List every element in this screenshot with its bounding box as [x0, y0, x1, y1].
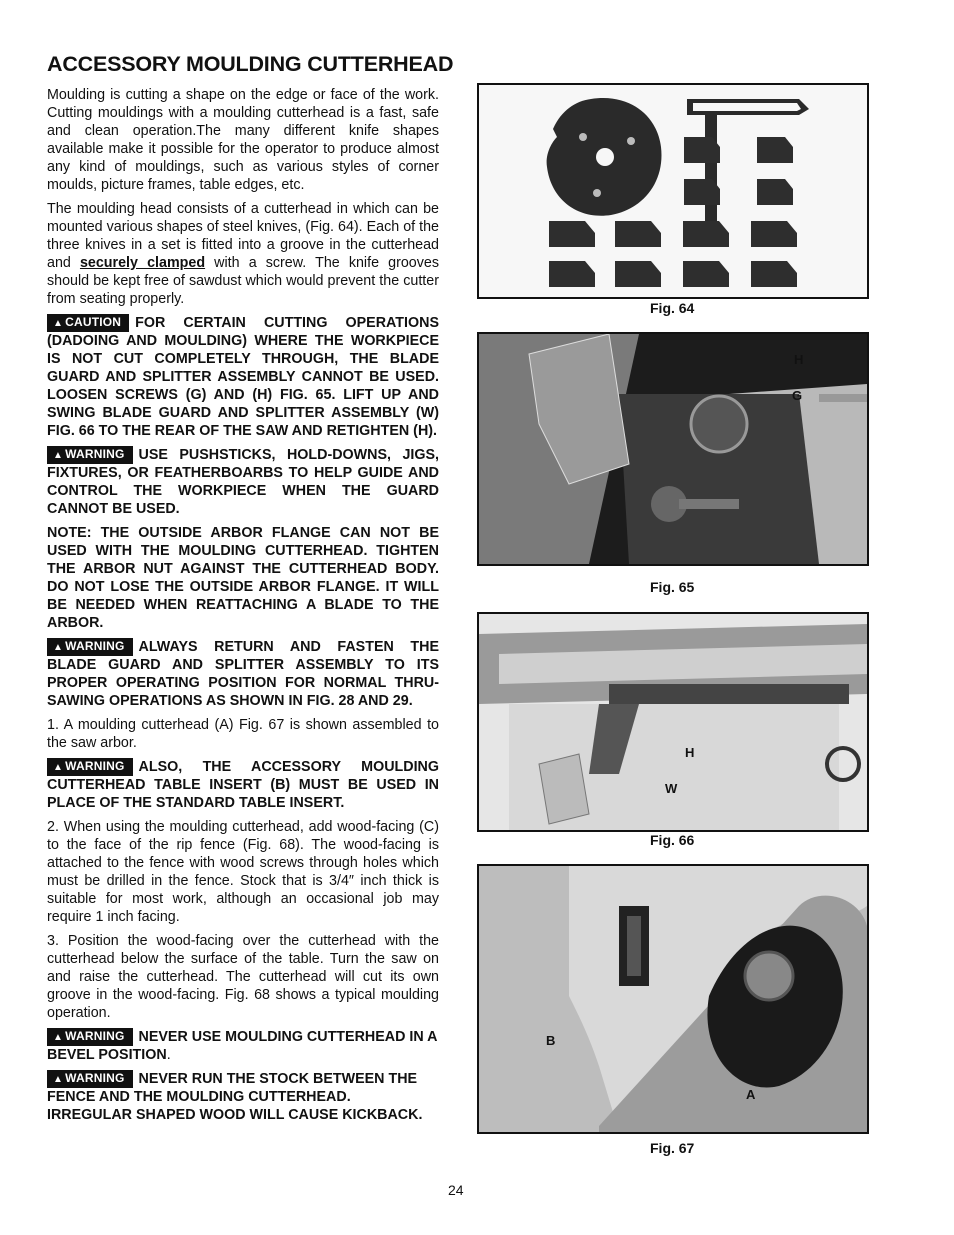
instruction-column [47, 86, 439, 1130]
warning-badge [47, 638, 133, 656]
fig-66-caption: Fig. 66 [650, 832, 695, 848]
warning-paragraph-1 [47, 446, 439, 518]
caution-text: FOR CERTAIN CUTTING OPERATIONS (DADOING AND MOULDING) WHERE THE WORKPIECE IS NOT CUT COMPLETELY THROUGH, THE BLADE GUARD AND SPLITTER ASSEMBLY CANNOT BE USED. LOOSEN SCREWS (G) AND (H) FIG. 65. LIFT UP AND SWING BLADE GUARD AND SPLITTER ASSEMBLY (W) FIG. 66 TO THE REAR OF THE SAW AND RETIGHTEN (H). [47, 315, 439, 439]
warning-label: WARNING [65, 1029, 125, 1043]
warning-label: WARNING [65, 759, 125, 773]
warning-badge [47, 1070, 133, 1088]
fig-66-label-w: W [665, 781, 678, 796]
step-1-paragraph: 1. A moulding cutterhead (A) Fig. 67 is shown assembled to the saw arbor. [47, 717, 439, 751]
page-title: ACCESSORY MOULDING CUTTERHEAD [47, 52, 454, 76]
caution-paragraph [47, 314, 439, 440]
step-2-paragraph: 2. When using the moulding cutterhead, add wood-facing (C) to the face of the rip fence (Fig. 68). The wood-facing is attached to the fence with wood screws through holes which must be drilled in the fence. Stock that is 3/4″ inch thick is suitable for most work, although an occasional job may require 1 inch facing. [47, 819, 439, 925]
step-3-paragraph: 3. Position the wood-facing over the cutterhead with the cutterhead below the surface of the table. Turn the saw on and raise the cutterhead. The cutterhead will cut its own groove in the wood-facing. Fig. 68 shows a typical moulding operation. [47, 933, 439, 1021]
warning-paragraph-4 [47, 1028, 439, 1064]
securely-clamped-text: securely clamped [79, 255, 206, 271]
warning-label: WARNING [65, 447, 125, 461]
warning-paragraph-3 [47, 758, 439, 812]
caution-label: CAUTION [65, 315, 122, 329]
warning-badge [47, 446, 133, 464]
fig-66-label-h: H [685, 745, 695, 760]
fig-65-caption: Fig. 65 [650, 579, 695, 595]
fig-64-caption: Fig. 64 [650, 300, 695, 316]
warning-text: USE PUSHSTICKS, HOLD-DOWNS, JIGS, FIXTURES, OR FEATHERBOARBS TO HELP GUIDE AND CONTROL THE WORKPIECE WHEN THE GUARD CANNOT BE USED. [47, 447, 439, 517]
caution-badge [47, 314, 129, 332]
fig-64-image [477, 83, 869, 299]
cutterhead-text-a: The moulding head consists of a cutterhead in which can be mounted various shapes of steel knives, (Fig. 64). Each of the three knives in a set is fitted into a groove in the cutterhead and [47, 201, 439, 271]
note-paragraph: NOTE: THE OUTSIDE ARBOR FLANGE CAN NOT BE USED WITH THE MOULDING CUTTERHEAD. TIGHTEN THE ARBOR NUT AGAINST THE CUTTERHEAD BODY. DO NOT LOSE THE OUTSIDE ARBOR FLANGE. IT WILL BE NEEDED WHEN REATTACHING A BLADE TO THE ARBOR. [47, 525, 439, 631]
fig-65-label-h: H [794, 352, 804, 367]
warning-paragraph-5 [47, 1070, 439, 1124]
warning-text: NEVER USE MOULDING CUTTERHEAD IN A BEVEL POSITION [47, 1029, 437, 1063]
warning-text: ALSO, THE ACCESSORY MOULDING CUTTERHEAD TABLE INSERT (B) MUST BE USED IN PLACE OF THE STANDARD TABLE INSERT. [47, 759, 439, 811]
warning-triangle-icon: ▲ [53, 642, 64, 653]
fig-65-image [477, 332, 869, 566]
cutterhead-text-c: with a screw. The knife grooves should be kept free of sawdust which would prevent the cutter from seating properly. [47, 255, 439, 307]
fig-66-image [477, 612, 869, 832]
page-number: 24 [448, 1182, 464, 1198]
warning-label: WARNING [65, 1071, 125, 1085]
cutterhead-paragraph [47, 200, 439, 308]
warning-badge [47, 758, 133, 776]
fig-67-image [477, 864, 869, 1134]
warning-triangle-icon: ▲ [53, 1074, 64, 1085]
warning-triangle-icon: ▲ [53, 1032, 64, 1043]
fig-67-label-b: B [546, 1033, 556, 1048]
fig-65-label-g: G [792, 388, 803, 403]
warning-triangle-icon: ▲ [53, 762, 64, 773]
warning-label: WARNING [65, 639, 125, 653]
warning-text: ALWAYS RETURN AND FASTEN THE BLADE GUARD AND SPLITTER ASSEMBLY TO ITS PROPER OPERATING POSITION FOR NORMAL THRU-SAWING OPERATIONS AS SHOWN IN FIG. 28 AND 29. [47, 639, 439, 709]
warning-text: NEVER RUN THE STOCK BETWEEN THE FENCE AND THE MOULDING CUTTERHEAD. IRREGULAR SHAPED WOOD WILL CAUSE KICKBACK. [47, 1071, 423, 1123]
fig-67-label-a: A [746, 1087, 756, 1102]
warning-triangle-icon: ▲ [53, 450, 64, 461]
warning-paragraph-2 [47, 638, 439, 710]
warning-badge [47, 1028, 133, 1046]
warning-triangle-icon: ▲ [53, 318, 64, 329]
warning-text-period: . [166, 1047, 171, 1063]
fig-67-caption: Fig. 67 [650, 1140, 695, 1156]
intro-paragraph: Moulding is cutting a shape on the edge or face of the work. Cutting mouldings with a moulding cutterhead is a fast, safe and clean operation.The many different knife shapes available make it possible for the operator to produce almost any kind of mouldings, such as various styles of corner moulds, picture frames, table edges, etc. [47, 87, 439, 193]
